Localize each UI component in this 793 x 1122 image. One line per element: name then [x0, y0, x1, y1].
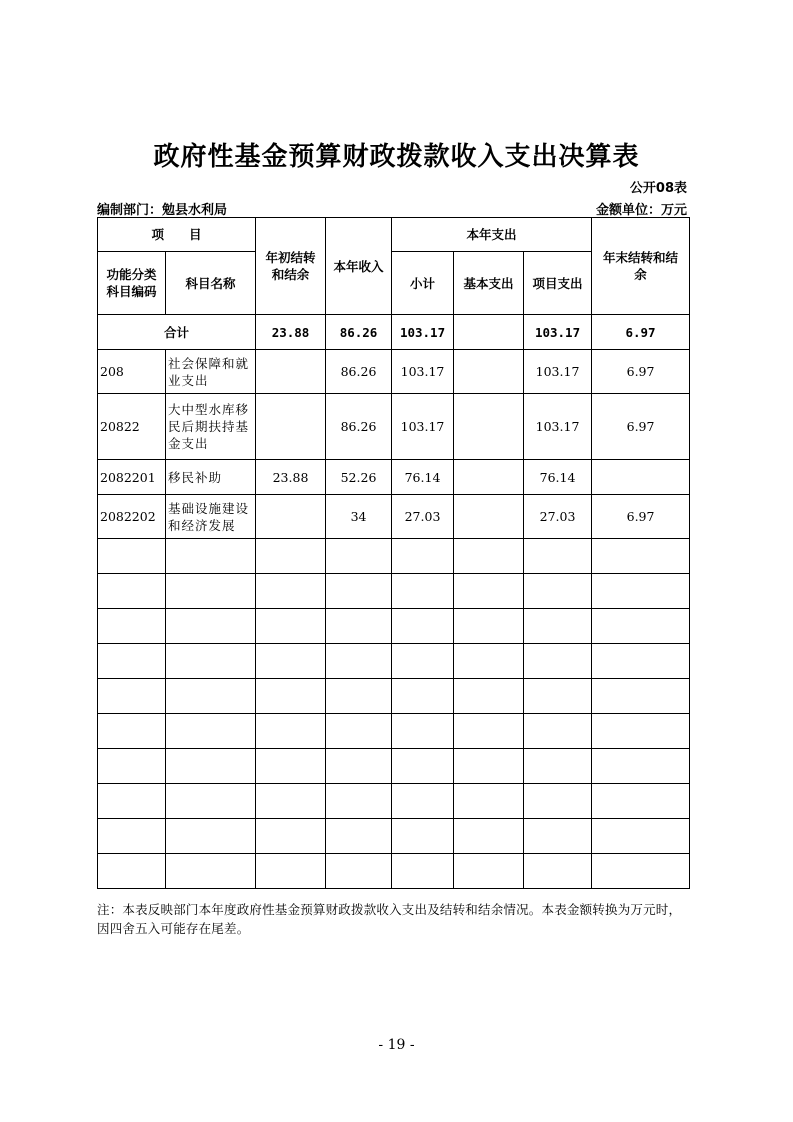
total-basic [454, 315, 524, 350]
row-subtotal: 76.14 [392, 460, 454, 495]
row-basic [454, 460, 524, 495]
row-begin [256, 350, 326, 394]
page-number: - 19 - [378, 1037, 415, 1053]
row-code: 20822 [98, 394, 166, 460]
empty-row [98, 644, 690, 679]
unit-label: 金额单位：万元 [595, 203, 687, 218]
row-income: 86.26 [326, 394, 392, 460]
budget-table [97, 217, 690, 889]
row-code: 2082201 [98, 460, 166, 495]
row-end: 6.97 [592, 495, 690, 539]
row-basic [454, 394, 524, 460]
empty-row [98, 609, 690, 644]
total-label: 合计 [98, 315, 256, 350]
row-code: 208 [98, 350, 166, 394]
row-subtotal: 103.17 [392, 350, 454, 394]
total-project: 103.17 [524, 315, 592, 350]
table-row [98, 394, 690, 460]
row-project: 103.17 [524, 350, 592, 394]
row-end: 6.97 [592, 394, 690, 460]
row-begin: 23.88 [256, 460, 326, 495]
total-end: 6.97 [592, 315, 690, 350]
page-title: 政府性基金预算财政拨款收入支出决算表 [153, 142, 640, 172]
header-begin-balance: 年初结转 和结余 [256, 218, 326, 315]
row-basic [454, 495, 524, 539]
table-row [98, 460, 690, 495]
empty-row [98, 784, 690, 819]
row-project: 27.03 [524, 495, 592, 539]
total-begin: 23.88 [256, 315, 326, 350]
row-code: 2082202 [98, 495, 166, 539]
header-subject-name: 科目名称 [166, 252, 256, 315]
empty-row [98, 819, 690, 854]
table-row [98, 495, 690, 539]
header-expenditure: 本年支出 [392, 218, 592, 252]
empty-row [98, 749, 690, 784]
department-label: 编制部门：勉县水利局 [97, 203, 228, 218]
row-income: 34 [326, 495, 392, 539]
row-name: 大中型水库移民后期扶持基金支出 [166, 394, 256, 460]
total-subtotal: 103.17 [392, 315, 454, 350]
row-subtotal: 103.17 [392, 394, 454, 460]
row-name: 社会保障和就业支出 [166, 350, 256, 394]
table-row [98, 350, 690, 394]
row-subtotal: 27.03 [392, 495, 454, 539]
empty-row [98, 574, 690, 609]
header-income: 本年收入 [326, 218, 392, 315]
total-income: 86.26 [326, 315, 392, 350]
total-row [98, 315, 690, 350]
header-project: 项目支出 [524, 252, 592, 315]
footnote: 注：本表反映部门本年度政府性基金预算财政拨款收入支出及结转和结余情况。本表金额转换为万元时，因四舍五入可能存在尾差。 [97, 902, 682, 936]
header-subtotal: 小计 [392, 252, 454, 315]
header-func-code: 功能分类 科目编码 [98, 252, 166, 315]
header-row-1 [98, 218, 690, 252]
row-income: 86.26 [326, 350, 392, 394]
row-basic [454, 350, 524, 394]
row-name: 基础设施建设和经济发展 [166, 495, 256, 539]
row-end [592, 460, 690, 495]
empty-row [98, 539, 690, 574]
row-name: 移民补助 [166, 460, 256, 495]
empty-row [98, 714, 690, 749]
row-income: 52.26 [326, 460, 392, 495]
row-begin [256, 394, 326, 460]
header-end-balance: 年末结转和结 余 [592, 218, 690, 315]
row-begin [256, 495, 326, 539]
empty-row [98, 854, 690, 889]
header-basic: 基本支出 [454, 252, 524, 315]
row-end: 6.97 [592, 350, 690, 394]
row-project: 103.17 [524, 394, 592, 460]
header-item: 项 目 [98, 218, 256, 252]
table-number: 公开08表 [629, 181, 687, 196]
empty-row [98, 679, 690, 714]
row-project: 76.14 [524, 460, 592, 495]
